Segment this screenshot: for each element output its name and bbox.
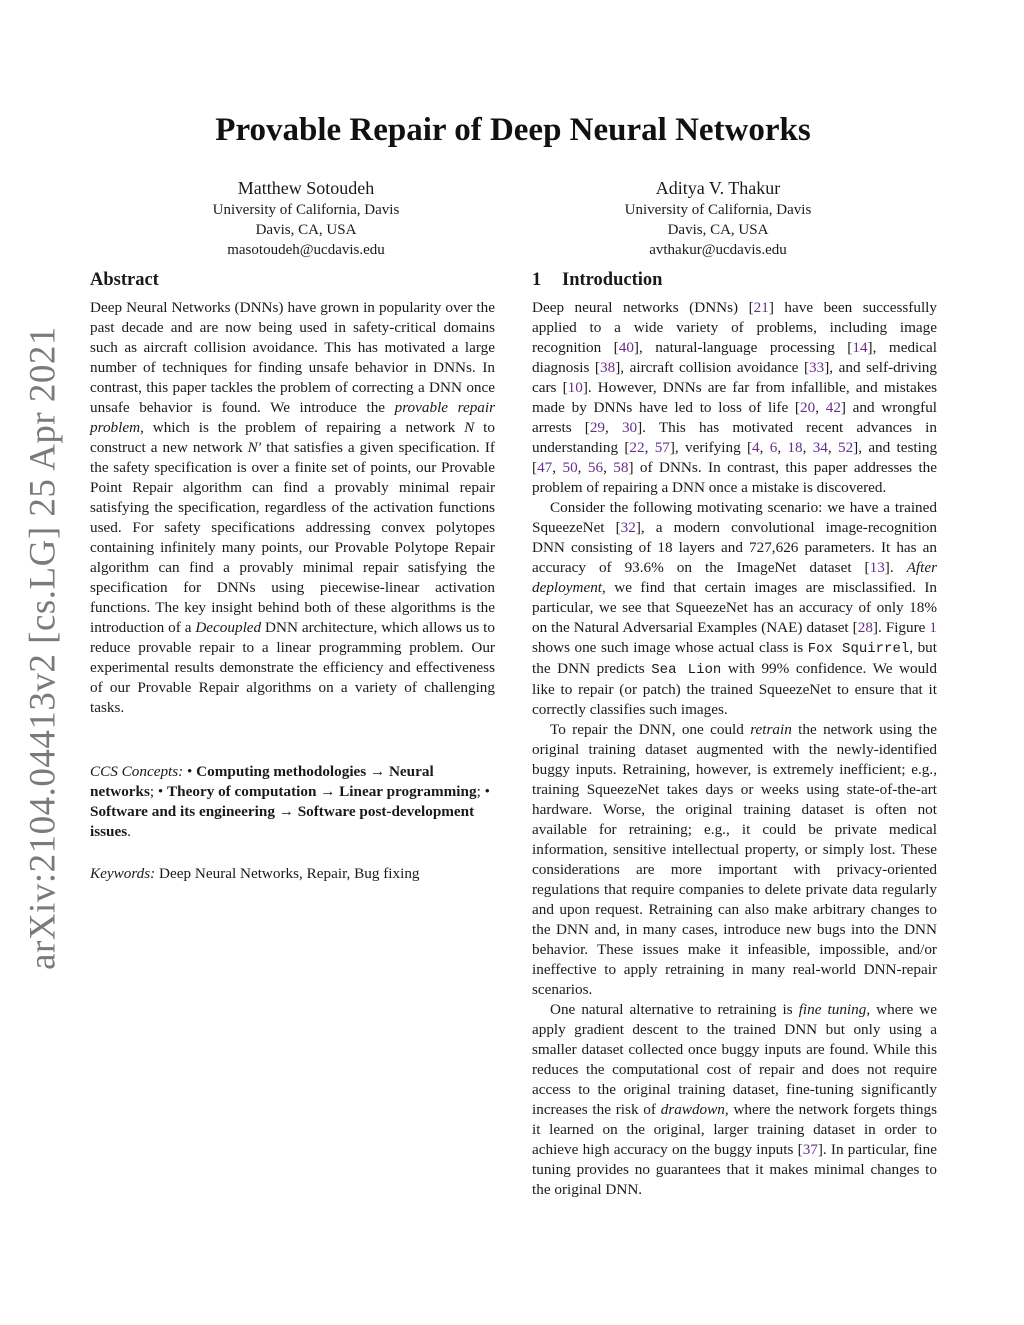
left-column: [90, 268, 495, 884]
citation-link[interactable]: 6: [769, 439, 778, 456]
citation-link[interactable]: 13: [869, 559, 885, 576]
figure-link[interactable]: 1: [929, 619, 937, 636]
intro-paragraph: Deep neural networks (DNNs) [21] have been successfully applied to a wide variety of problems, including image recognition [40], natural-language processing [14], medical diagnosis [38], aircraft collision avoidance [33], and self-driving cars [10]. However, DNNs are far from infallible, and mistakes made by DNNs have led to loss of life [20, 42] and wrongful arrests [29, 30]. This has motivated recent advances in understanding [22, 57], verifying [4, 6, 18, 34, 52], and testing [47, 50, 56, 58] of DNNs. In contrast, this paper addresses the problem of repairing a DNN once a mistake is discovered.: [532, 299, 938, 496]
keywords-label: Keywords:: [90, 865, 156, 882]
citation-link[interactable]: 30: [621, 419, 638, 436]
citation-link[interactable]: 29: [589, 419, 606, 436]
abstract-heading: Abstract: [90, 270, 159, 290]
author-name: Aditya V. Thakur: [655, 178, 781, 198]
citation-link[interactable]: 38: [600, 359, 616, 376]
citation-link[interactable]: 33: [809, 359, 825, 376]
citation-link[interactable]: 40: [618, 339, 634, 356]
citation-link[interactable]: 37: [802, 1141, 818, 1158]
citation-link[interactable]: 57: [654, 439, 670, 456]
citation-link[interactable]: 58: [613, 459, 629, 476]
author-email[interactable]: masotoudeh@ucdavis.edu: [227, 242, 385, 258]
intro-paragraph: One natural alternative to retraining is fine tuning, where we apply gradient descent to the trained DNN but only using a smaller dataset collected once buggy inputs are found. While this reduces the computational cost of repair and does not require access to the original training dataset, fine-tuning significantly increases the risk of drawdown, where the network forgets things it learned on the original, larger training dataset in order to achieve high accuracy on the buggy inputs [37]. In particular, fine tuning provides no guarantees that it makes minimal changes to the original DNN.: [532, 1001, 937, 1198]
citation-link[interactable]: 28: [857, 619, 873, 636]
citation-link[interactable]: 50: [562, 459, 578, 476]
citation-link[interactable]: 47: [537, 459, 553, 476]
section-heading-introduction: 1 Introduction: [532, 270, 663, 290]
citation-link[interactable]: 10: [567, 379, 583, 396]
author-block: [558, 176, 878, 260]
author-block: [146, 176, 466, 260]
right-column: [532, 268, 937, 1200]
author-affiliation: University of California, Davis: [624, 202, 812, 218]
author-affiliation: University of California, Davis: [212, 202, 400, 218]
intro-paragraph: To repair the DNN, one could retrain the network using the original training dataset augmented with the newly-identified buggy inputs. Retraining, however, is extremely inefficient; e.g., training SqueezeNet takes days or weeks using state-of-the-art hardware. Worse, the original training dataset is often not available for retraining; e.g., it could be private medical information, sensitive intellectual property, or simply lost. These considerations are more important with privacy-oriented regulations that require companies to delete private data regularly and upon request. Retraining can also make arbitrary changes to the DNN and, in many cases, introduce new bugs into the DNN behavior. These issues make it infeasible, impossible, and/or ineffective to apply retraining in many real-world DNN-repair scenarios.: [532, 721, 937, 998]
citation-link[interactable]: 56: [587, 459, 604, 476]
citation-link[interactable]: 18: [787, 439, 803, 456]
citation-link[interactable]: 52: [837, 439, 854, 456]
citation-link[interactable]: 22: [629, 439, 645, 456]
author-name: Matthew Sotoudeh: [237, 178, 375, 198]
paper-title: Provable Repair of Deep Neural Networks: [215, 112, 811, 148]
author-email[interactable]: avthakur@ucdavis.edu: [649, 242, 787, 258]
author-location: Davis, CA, USA: [667, 222, 769, 238]
class-label-code: Fox Squirrel: [807, 641, 910, 657]
citation-link[interactable]: 14: [852, 339, 868, 356]
citation-link[interactable]: 21: [753, 299, 769, 316]
ccs-label: CCS Concepts:: [90, 763, 184, 780]
abstract-text: Deep Neural Networks (DNNs) have grown in popularity over the past decade and are now being used in safety-critical domains such as aircraft collision avoidance. This has motivated a large number of techniques for finding unsafe behavior in DNNs. In contrast, this paper tackles the problem of correcting a DNN once unsafe behavior is found. We introduce the provable repair problem, which is the problem of repairing a network N to construct a new network N′ that satisfies a given specification. If the safety specification is over a finite set of points, our Provable Point Repair algorithm can find a provably minimal repair satisfying the specification, regardless of the activation functions used. For safety specifications addressing convex polytopes containing infinitely many points, our Provable Polytope Repair algorithm can find a provably minimal repair satisfying the specification for DNNs using piecewise-linear activation functions. The key insight behind both of these algorithms is the introduction of a Decoupled DNN architecture, which allows us to reduce provable repair to a linear programming problem. Our experimental results demonstrate the efficiency and effectiveness of our Provable Repair algorithms on a variety of challenging tasks.: [90, 299, 496, 716]
ccs-concepts: CCS Concepts: • Computing methodologies → Neural networks; • Theory of computation → Linear programming; • Software and its engineering → Software post-development issues.: [90, 763, 490, 840]
citation-link[interactable]: 4: [752, 439, 760, 456]
citation-link[interactable]: 34: [812, 439, 828, 456]
arxiv-identifier: arXiv:2104.04413v2 [cs.LG] 25 Apr 2021: [22, 326, 64, 970]
citation-link[interactable]: 42: [825, 399, 841, 416]
class-label-code: Sea Lion: [651, 662, 722, 678]
keywords: Keywords: Deep Neural Networks, Repair, Bug fixing: [90, 865, 420, 882]
author-location: Davis, CA, USA: [255, 222, 357, 238]
intro-paragraph: Consider the following motivating scenario: we have a trained SqueezeNet [32], a modern convolutional image-recognition DNN consisting of 18 layers and 727,626 parameters. It has an accuracy of 93.6% on the ImageNet dataset [13]. After deployment, we find that certain images are misclassified. In particular, we see that SqueezeNet has an accuracy of only 18% on the Natural Adversarial Examples (NAE) dataset [28]. Figure 1 shows one such image whose actual class is Fox Squirrel, but the DNN predicts Sea Lion with 99% confidence. We would like to repair (or patch) the trained SqueezeNet to ensure that it correctly classifies such images.: [532, 499, 937, 718]
citation-link[interactable]: 20: [800, 399, 816, 416]
arxiv-stamp: [22, 326, 64, 970]
citation-link[interactable]: 32: [620, 519, 636, 536]
